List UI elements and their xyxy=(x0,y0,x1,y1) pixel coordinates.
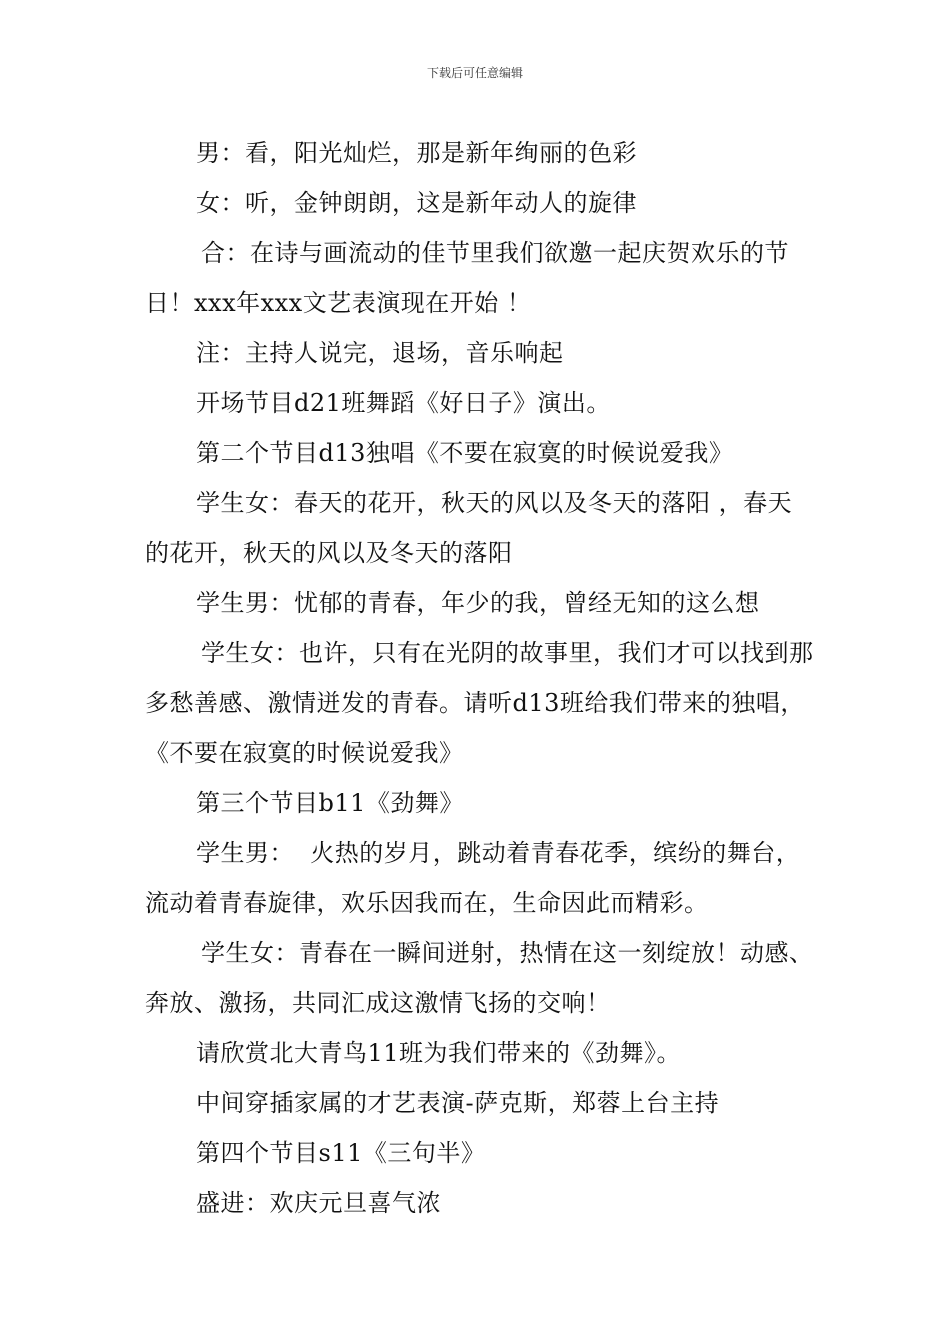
paragraph-together-line: 合：在诗与画流动的佳节里我们欲邀一起庆贺欢乐的节日！xxx年xxx文艺表演现在开始 ！ xyxy=(145,239,789,317)
paragraph-student-male-1: 学生男：忧郁的青春，年少的我，曾经无知的这么想 xyxy=(196,589,760,617)
page-header-note: 下载后可任意编辑 xyxy=(426,66,523,80)
paragraph-sheng-jin-line: 盛进：欢庆元旦喜气浓 xyxy=(196,1189,441,1217)
paragraph-note: 注：主持人说完，退场，音乐响起 xyxy=(196,339,564,367)
paragraph-female-host-line: 女：听，金钟朗朗，这是新年动人的旋律 xyxy=(196,189,637,217)
paragraph-enjoy-dance: 请欣赏北大青鸟11班为我们带来的《劲舞》。 xyxy=(196,1039,682,1067)
document-body xyxy=(145,128,815,1228)
paragraph-male-host-line: 男：看，阳光灿烂，那是新年绚丽的色彩 xyxy=(196,139,637,167)
paragraph-third-program: 第三个节目b11《劲舞》 xyxy=(196,789,464,817)
paragraph-second-program: 第二个节目d13独唱《不要在寂寞的时候说爱我》 xyxy=(196,439,734,467)
paragraph-student-female-1: 学生女：春天的花开，秋天的风以及冬天的落阳 ，春天的花开，秋天的风以及冬天的落阳 xyxy=(145,489,793,567)
paragraph-fourth-program: 第四个节目s11《三句半》 xyxy=(196,1139,486,1167)
paragraph-student-female-3: 学生女：青春在一瞬间迸射，热情在这一刻绽放！动感、奔放、激扬，共同汇成这激情飞扬的交响！ xyxy=(145,939,814,1017)
paragraph-opening-program: 开场节目d21班舞蹈《好日子》演出。 xyxy=(196,389,611,417)
paragraph-student-female-2: 学生女：也许，只有在光阴的故事里，我们才可以找到那多愁善感、激情迸发的青春。请听d13班给我们带来的独唱，《不要在寂寞的时候说爱我》 xyxy=(145,639,814,767)
paragraph-student-male-2: 学生男： 火热的岁月，跳动着青春花季，缤纷的舞台，流动着青春旋律，欢乐因我而在，生命因此而精彩。 xyxy=(145,839,801,917)
paragraph-interlude: 中间穿插家属的才艺表演-萨克斯，郑蓉上台主持 xyxy=(196,1089,720,1117)
